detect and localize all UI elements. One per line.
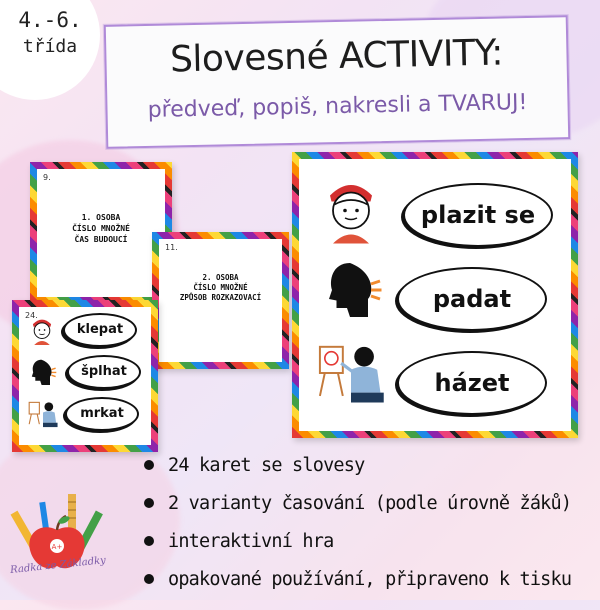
card-line: ČAS BUDOUCÍ	[74, 234, 128, 244]
feature-list	[140, 446, 600, 598]
list-item	[140, 484, 600, 522]
verb-pill: mrkat	[65, 397, 139, 431]
card-line: ZPŮSOB ROZKAZOVACÍ	[179, 293, 262, 303]
list-item	[140, 446, 600, 484]
activity-card-9	[30, 162, 172, 304]
speaking-head-icon	[29, 357, 57, 385]
activity-card-24	[12, 300, 158, 452]
grade-sublabel: třída	[22, 36, 78, 57]
grade-label: 4.-6.	[18, 8, 82, 32]
grade-badge	[0, 0, 100, 100]
verb-pill: šplhat	[67, 355, 141, 389]
bullet-icon	[144, 498, 154, 508]
boy-face-icon	[29, 315, 55, 345]
card-number: 24.	[25, 311, 38, 320]
card-number: 11.	[165, 243, 178, 252]
card-line: ČÍSLO MNOŽNÉ	[72, 223, 130, 233]
speaking-head-icon	[323, 257, 383, 317]
bullet-icon	[144, 460, 154, 470]
list-item-text: opakované používání, připraveno k tisku	[168, 568, 572, 590]
verb-pill: klepat	[63, 313, 137, 347]
bullet-icon	[144, 536, 154, 546]
activity-card-large	[292, 152, 578, 438]
card-line: 1. OSOBA	[81, 213, 121, 222]
svg-text:A+: A+	[51, 543, 63, 551]
verb-pill: házet	[397, 351, 547, 415]
card-line: 2. OSOBA	[202, 273, 239, 282]
logo-text: Radka ze Základky	[9, 555, 107, 576]
card-text	[159, 273, 282, 303]
painter-icon	[27, 399, 59, 429]
brand-logo	[2, 488, 112, 598]
apple-logo-icon	[2, 488, 112, 598]
card-line: ČÍSLO MNOŽNÉ	[193, 283, 248, 293]
bullet-icon	[144, 574, 154, 584]
title-box	[104, 15, 570, 149]
page-subtitle: předveď, popiš, nakresli a TVARUJ!	[147, 90, 528, 123]
activity-card-11	[152, 232, 289, 369]
page-title: Slovesné ACTIVITY:	[169, 32, 504, 81]
list-item-text: interaktivní hra	[168, 530, 334, 552]
list-item-text: 2 varianty časování (podle úrovně žáků)	[168, 492, 572, 514]
verb-pill: plazit se	[403, 183, 553, 247]
boy-face-icon	[321, 173, 381, 245]
card-number: 9.	[43, 173, 51, 182]
painter-icon	[315, 339, 387, 407]
card-text	[37, 213, 165, 245]
list-item	[140, 522, 600, 560]
verb-pill: padat	[397, 267, 547, 331]
list-item-text: 24 karet se slovesy	[168, 454, 365, 476]
list-item	[140, 560, 600, 598]
